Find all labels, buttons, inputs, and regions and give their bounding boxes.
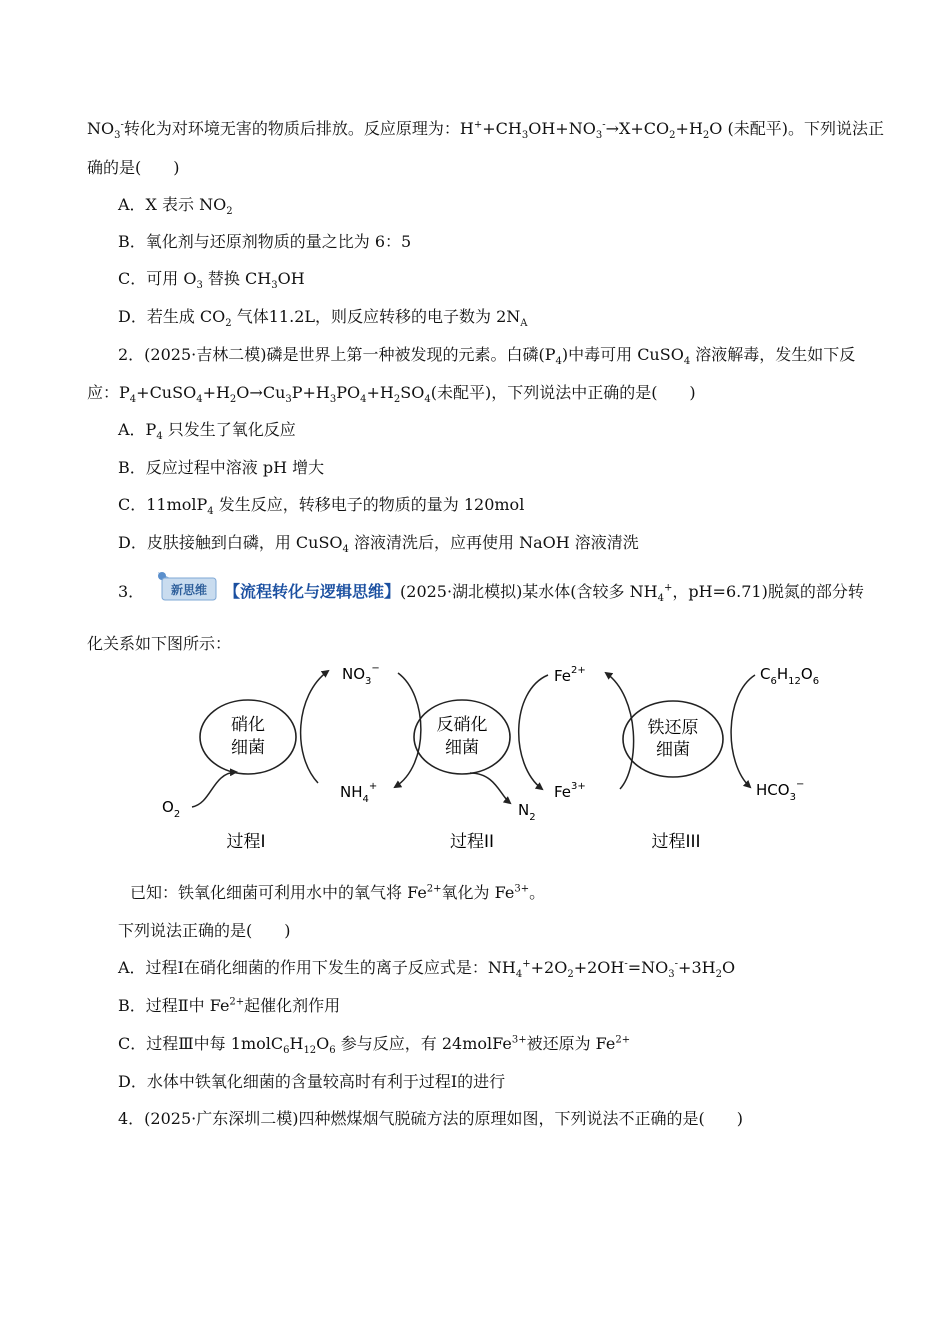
badge-label: 新思维 <box>170 583 208 597</box>
q3-stem-line-2: 化关系如下图所示： <box>87 634 232 653</box>
q2-option-b[interactable]: B．反应过程中溶液 pH 增大 <box>118 458 325 477</box>
o2-label: $O_2$ <box>162 798 181 820</box>
q2-option-d[interactable]: D．皮肤接触到白磷，用 CuSO$_4$ 溶液清洗后，应再使用 NaOH 溶液清洗 <box>118 533 639 556</box>
nitrogen-removal-diagram <box>150 655 830 855</box>
q3-option-d[interactable]: D．水体中铁氧化细菌的含量较高时有利于过程Ⅰ的进行 <box>118 1072 506 1091</box>
bac3-label-1: 铁还原 <box>647 718 699 738</box>
q1-option-c[interactable]: C．可用 $O_3$ 替换 $CH_3OH$ <box>118 269 305 292</box>
iron-reducing-bacteria-node <box>623 701 723 777</box>
bac1-label-1: 硝化 <box>231 715 265 735</box>
nh4-label: $NH_4^+$ <box>340 781 378 805</box>
new-thinking-badge-icon <box>152 568 218 602</box>
q4-stem: 4．(2025·广东深圳二模)四种燃煤烟气脱硫方法的原理如图，下列说法不正确的是( ) <box>118 1109 743 1128</box>
n2-arrow <box>470 773 510 803</box>
glucose-to-hco3-arrow <box>731 675 755 787</box>
q2-option-a[interactable]: A．$P_4$ 只发生了氧化反应 <box>118 420 296 443</box>
denitrifying-bacteria-node <box>414 700 510 774</box>
process-2-label: 过程II <box>449 832 495 852</box>
bac2-label-2: 细菌 <box>445 738 479 758</box>
intro-line-1: $NO_3^-$转化为对环境无害的物质后排放。反应原理为：$H^++CH_3OH+NO_3^-\to X+CO_2+H_2O$ (未配平)。下列说法正 <box>87 119 884 142</box>
fe3-label: $Fe^{3+}$ <box>554 781 586 801</box>
q3-option-c[interactable]: C．过程Ⅲ中每 $1molC_6H_{12}O_6$ 参与反应，有 24molFe$^{3+}$被还原为 $Fe^{2+}$ <box>118 1034 631 1057</box>
q3-option-b[interactable]: B．过程Ⅱ中 $Fe^{2+}$起催化剂作用 <box>118 996 341 1015</box>
q3-option-a[interactable]: A．过程Ⅰ在硝化细菌的作用下发生的离子反应式是：$NH_4^++2O_2+2OH^-=NO_3^-+3H_2O$ <box>118 958 736 981</box>
fe2-label: $Fe^{2+}$ <box>554 665 586 685</box>
o2-arrow <box>192 772 236 807</box>
fe2-to-fe3-arrow <box>519 675 548 789</box>
process-1-label: 过程I <box>226 832 266 852</box>
q2-stem-line-1: 2．(2025·吉林二模)磷是世界上第一种被发现的元素。白磷$(P_4)$中毒可用 CuSO$_4$ 溶液解毒，发生如下反 <box>118 345 856 368</box>
q1-option-d[interactable]: D．若生成 $CO_2$ 气体11.2L，则反应转移的电子数为 $2N_A$ <box>118 307 528 330</box>
intro-line-2: 确的是( ) <box>87 158 180 177</box>
q1-option-b[interactable]: B．氧化剂与还原剂物质的量之比为 6：5 <box>118 232 412 251</box>
bac3-label-2: 细菌 <box>656 740 690 760</box>
q3-stem-line-1: 【流程转化与逻辑思维】(2025·湖北模拟)某水体(含较多 $NH_4^+$，pH=6.71)脱氮的部分转 <box>224 582 864 605</box>
no3-to-nh4-arrow <box>395 673 421 787</box>
process-3-label: 过程III <box>651 832 701 852</box>
glucose-label: $C_6H_{12}O_6$ <box>760 665 820 687</box>
nh4-to-no3-arrow <box>301 671 328 783</box>
nitrifying-bacteria-node <box>200 700 296 774</box>
no3-label: $NO_3^-$ <box>342 663 380 687</box>
n2-label: $N_2$ <box>518 801 536 823</box>
bac1-label-2: 细菌 <box>231 738 265 758</box>
fe3-to-fe2-arrow <box>606 673 634 789</box>
hco3-label: $HCO_3^-$ <box>756 779 805 803</box>
q3-number: 3． <box>118 582 145 601</box>
q3-known: 已知：铁氧化细菌可利用水中的氧气将 $Fe^{2+}$氧化为 $Fe^{3+}$。 <box>130 883 546 902</box>
q2-option-c[interactable]: C．11molP$_4$ 发生反应，转移电子的物质的量为 120mol <box>118 495 525 518</box>
q1-option-a[interactable]: A．X 表示 $NO_2$ <box>118 195 233 218</box>
bac2-label-1: 反硝化 <box>436 715 488 735</box>
q3-ask: 下列说法正确的是( ) <box>118 921 291 940</box>
q2-stem-line-2: 应：$P_4+CuSO_4+H_2O\to Cu_3P+H_3PO_4+H_2SO_4$(未配平)，下列说法中正确的是( ) <box>87 383 696 406</box>
